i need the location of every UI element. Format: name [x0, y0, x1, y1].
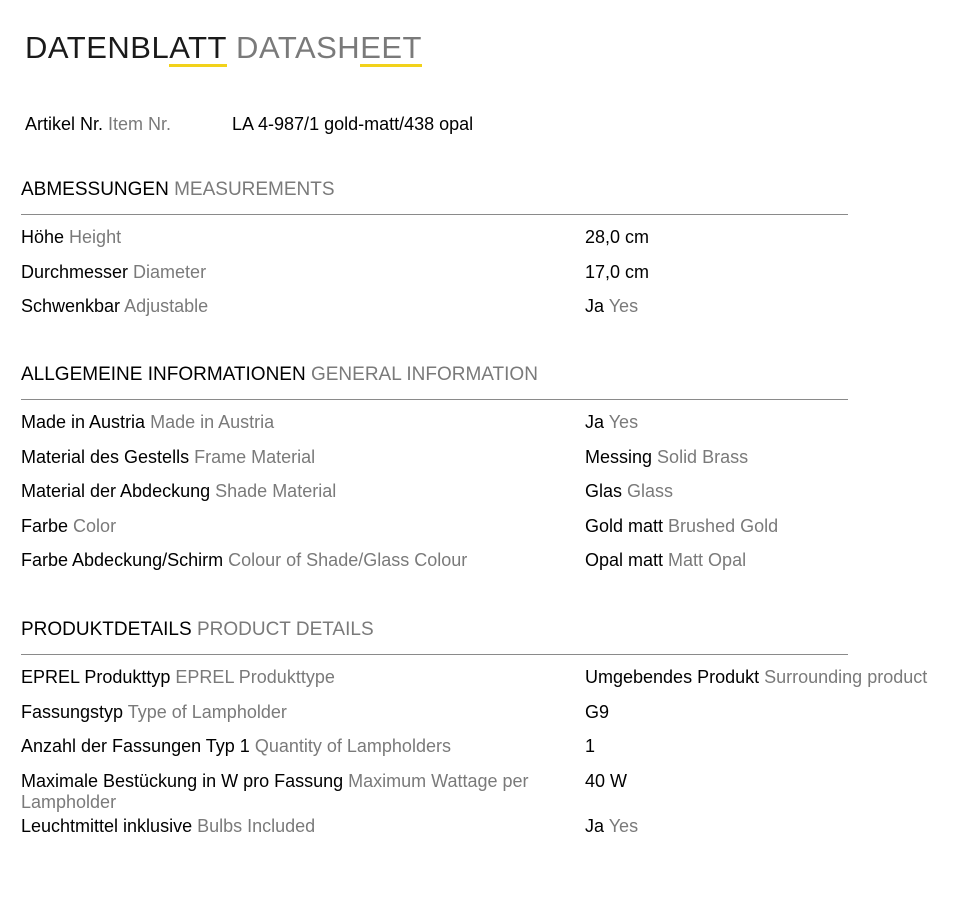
article-label-en: Item Nr. [108, 114, 172, 134]
spec-row-lampholder-type [21, 699, 848, 734]
spec-label [21, 816, 566, 837]
article-number [25, 114, 474, 135]
label-de: EPREL Produkttyp [21, 667, 171, 687]
label-de: Schwenkbar [21, 296, 121, 316]
label-de: Farbe Abdeckung/Schirm [21, 550, 224, 570]
spec-row-made-in-austria [21, 409, 848, 444]
label-de: Made in Austria [21, 412, 146, 432]
value-de: Opal matt [585, 550, 664, 570]
spec-row-frame-material [21, 444, 848, 479]
spec-value [585, 702, 609, 723]
section-title-de: PRODUKTDETAILS [21, 619, 192, 640]
label-en: Height [69, 227, 122, 247]
spec-label [21, 227, 566, 248]
spec-value [585, 550, 746, 571]
value-en: Yes [608, 815, 639, 836]
spec-label [21, 296, 566, 317]
value-de: Ja [585, 412, 605, 432]
value-en: Solid Brass [657, 446, 749, 467]
general-rows [21, 409, 848, 582]
value-de: Glas [585, 481, 623, 501]
spec-value [585, 227, 649, 248]
value-de: Messing [585, 446, 653, 467]
label-en: Bulbs Included [197, 815, 316, 836]
spec-row-bulbs-included [21, 813, 848, 848]
value-de: Ja [585, 296, 605, 316]
spec-row-lampholder-quantity [21, 733, 848, 768]
value-de: 40 W [585, 770, 628, 791]
section-general-information [21, 362, 848, 582]
spec-value [585, 262, 649, 283]
value-en: Glass [627, 481, 674, 501]
title-en [227, 30, 422, 65]
spec-row-diameter [21, 259, 848, 294]
spec-row-eprel-type [21, 664, 928, 699]
label-en: Made in Austria [150, 412, 275, 432]
title-en-underlined: EET [360, 30, 422, 65]
section-title-de: ABMESSUNGEN [21, 179, 169, 200]
spec-row-height [21, 224, 848, 259]
spec-value [585, 771, 627, 792]
spec-value [585, 296, 638, 317]
label-de: Fassungstyp [21, 701, 124, 722]
label-en: Type of Lampholder [127, 701, 287, 722]
label-en: Maximum Wattage per Lampholder [21, 770, 529, 812]
section-heading [21, 362, 848, 400]
label-de: Anzahl der Fassungen Typ 1 [21, 736, 250, 756]
section-measurements [21, 177, 848, 328]
page-title [25, 30, 422, 67]
section-title-de: ALLGEMEINE INFORMATIONEN [21, 364, 306, 385]
label-de: Farbe [21, 515, 69, 536]
section-title-en: PRODUCT DETAILS [196, 619, 374, 640]
spec-row-shade-material [21, 478, 848, 513]
value-de: G9 [585, 701, 610, 722]
title-de-prefix: DATENBL [25, 30, 170, 65]
spec-label [21, 481, 566, 502]
product-rows [21, 664, 928, 847]
spec-value [585, 516, 778, 537]
spec-label [21, 516, 566, 537]
label-de: Durchmesser [21, 261, 129, 282]
value-de: Gold matt [585, 515, 664, 536]
label-en: Adjustable [124, 296, 209, 316]
section-title-en: GENERAL INFORMATION [310, 364, 538, 385]
value-en: Yes [608, 296, 639, 316]
article-value: LA 4-987/1 gold-matt/438 opal [232, 114, 474, 134]
spec-label [21, 447, 566, 468]
label-en: Quantity of Lampholders [254, 736, 451, 756]
spec-value [585, 667, 927, 688]
article-label-de: Artikel Nr. [25, 114, 104, 134]
spec-label [21, 412, 566, 433]
spec-value [585, 481, 673, 502]
value-de: Umgebendes Produkt [585, 667, 760, 687]
section-product-details [21, 617, 928, 847]
value-en: Matt Opal [668, 550, 747, 570]
value-en: Brushed Gold [668, 515, 779, 536]
spec-row-max-wattage [21, 768, 848, 813]
label-en: Diameter [133, 261, 207, 282]
value-de: 17,0 cm [585, 261, 650, 282]
value-en: Yes [608, 412, 639, 432]
label-en: EPREL Produkttype [175, 667, 335, 687]
spec-value [585, 816, 638, 837]
measurement-rows [21, 224, 848, 328]
spec-label [21, 736, 566, 757]
section-heading [21, 617, 848, 655]
label-en: Shade Material [215, 481, 337, 501]
spec-label [21, 702, 566, 723]
section-title-en: MEASUREMENTS [174, 179, 335, 200]
spec-value [585, 412, 638, 433]
label-de: Material der Abdeckung [21, 481, 211, 501]
label-de: Höhe [21, 227, 65, 247]
title-en-prefix: DATASH [226, 30, 361, 65]
spec-row-shade-colour [21, 547, 848, 582]
value-de: Ja [585, 815, 605, 836]
value-de: 1 [585, 736, 596, 756]
label-de: Leuchtmittel inklusive [21, 815, 193, 836]
spec-label [21, 667, 566, 688]
spec-label [21, 550, 566, 571]
label-de: Maximale Bestückung in W pro Fassung [21, 770, 344, 791]
value-de: 28,0 cm [585, 227, 650, 247]
title-de-underlined: ATT [169, 30, 227, 65]
label-en: Frame Material [194, 446, 316, 467]
label-en: Color [73, 515, 117, 536]
spec-label [21, 262, 566, 283]
spec-label [21, 771, 566, 813]
spec-value [585, 736, 595, 757]
value-en: Surrounding product [764, 667, 928, 687]
title-de [25, 30, 227, 65]
section-heading [21, 177, 848, 215]
spec-row-adjustable [21, 293, 848, 328]
label-en: Colour of Shade/Glass Colour [228, 550, 468, 570]
spec-value [585, 447, 748, 468]
label-de: Material des Gestells [21, 446, 190, 467]
spec-row-color [21, 513, 848, 548]
